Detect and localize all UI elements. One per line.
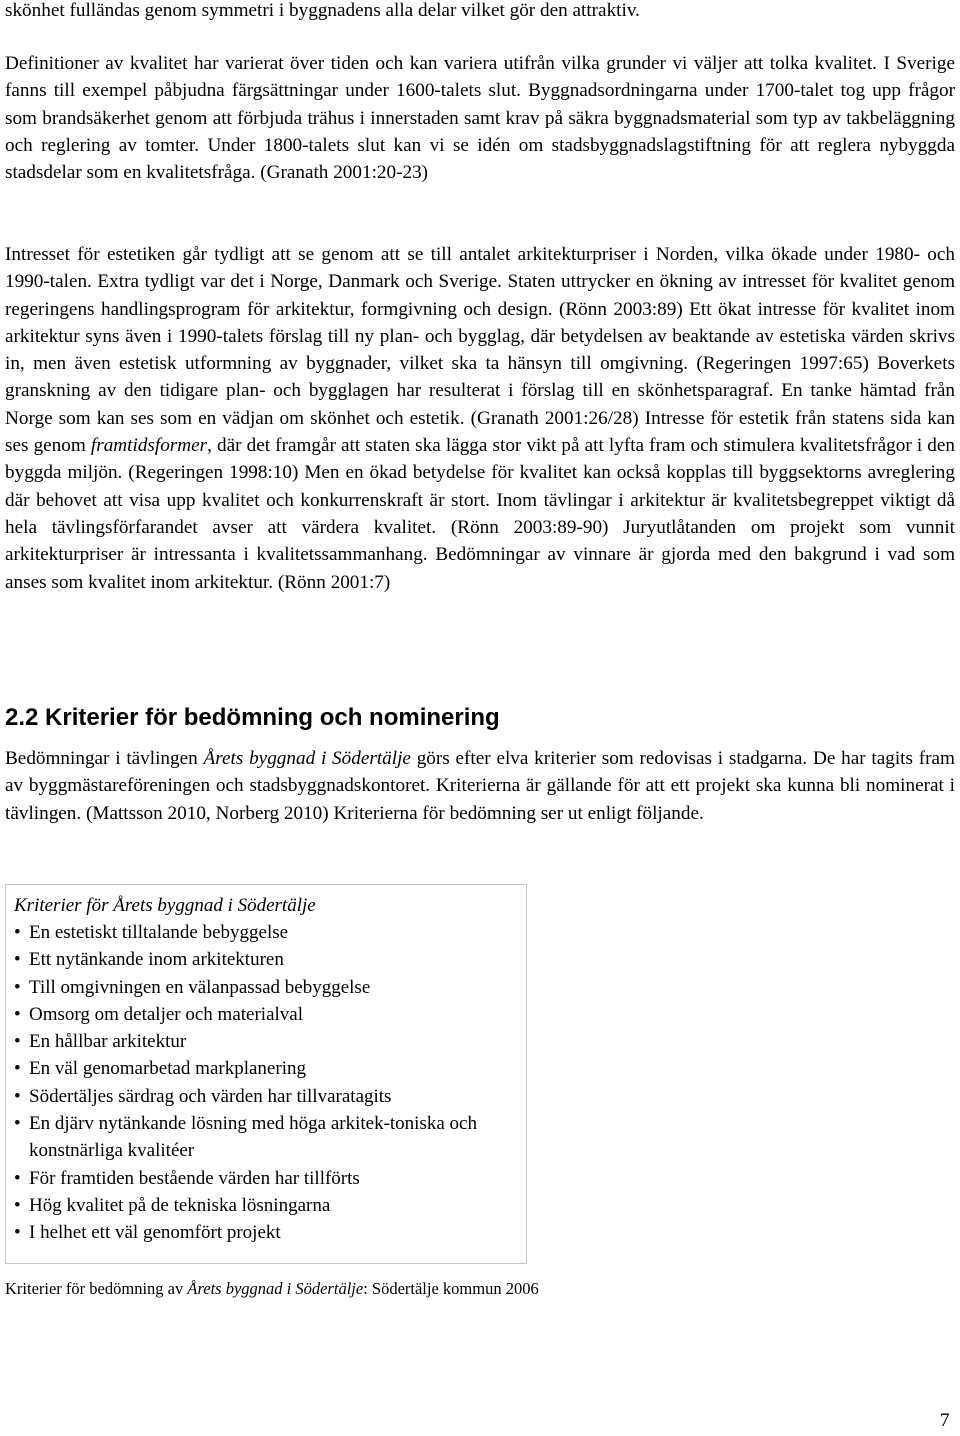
list-item <box>14 946 518 973</box>
italic-term: Årets byggnad i Södertälje <box>203 748 411 769</box>
list-item <box>14 1055 518 1082</box>
list-item <box>14 1219 518 1246</box>
criteria-list <box>14 919 518 1247</box>
bullet-icon: • <box>14 1113 21 1135</box>
list-item <box>14 1028 518 1055</box>
italic-term: framtidsformer <box>90 435 208 457</box>
paragraph-text: Intresset för estetiken går tydligt att se genom att se till antalet arkitekturpriser i Norden, vilka ökade under 1980- och 1990-talen. Extra tydligt var det i Norge, Danmark och Sverige. Staten uttrycker en ökning av intresset för kvalitet genom regeringens handlingsprogram för arkitektur, formgivning och design. (Rönn 2003:89) Ett ökat intresse för kvalitet inom arkitektur syns även i 1990-talets förslag till ny plan- och bygglag, där betydelsen av beaktande av estetiska värden skrivs in, men även estetisk utformning av byggnader, vilket ska ta hänsyn till omgivning. (Regeringen 1997:65) Boverkets granskning av den tidigare plan- och bygglagen har resulterat i förslag till en skönhetsparagraf. En tanke hämtad från Norge som kan ses som en vädjan om skönhet och estetik. (Granath 2001:26/28) Intresse för estetik från statens sida kan ses genom <box>5 244 955 457</box>
bullet-icon: • <box>14 1085 21 1107</box>
paragraph-quality-history: Definitioner av kvalitet har varierat över tiden och kan variera utifrån vilka grunder vi väljer att tolka kvalitet. I Sverige fanns till exempel påbjudna färgsättningar under 1600-talets slut. Byggnadsordningarna under 1700-talet tog upp frågor som brandsäkerhet genom att förbjuda trähus i innerstaden samt krav på säkra byggnadsmaterial som typ av takbeläggning och reglering av tomter. Under 1800-talets slut kan vi se idén om stadsbyggnadslagstiftning för att reglera nybyggda stadsdelar som en kvalitetsfråga. (Granath 2001:20-23) <box>5 53 955 184</box>
bullet-icon: • <box>14 976 21 998</box>
list-item-text: Omsorg om detaljer och materialval <box>29 1003 304 1025</box>
criteria-box <box>5 884 527 1264</box>
list-item-text: Södertäljes särdrag och värden har tillvaratagits <box>29 1085 392 1107</box>
list-item <box>14 974 518 1001</box>
caption-text: Kriterier för bedömning av <box>5 1279 188 1298</box>
list-item-text: Ett nytänkande inom arkitekturen <box>29 949 284 971</box>
page-number: 7 <box>940 1410 950 1431</box>
bullet-icon: • <box>14 1222 21 1244</box>
list-item-text: En estetiskt tilltalande bebyggelse <box>29 922 289 943</box>
list-item <box>14 1192 518 1219</box>
paragraph-text: görs efter elva kriterier som redovisas i stadgarna. De har tagits fram av byggmästareföreningen och stadsbyggnadskontoret. Kriterierna är gällande för att ett projekt ska kunna bli nominerat i tävlingen. (Mattsson 2010, Norberg 2010) Kriterierna för bedömning ser ut enligt följande. <box>5 748 955 824</box>
paragraph-aesthetics-interest <box>5 241 955 596</box>
paragraph-text: Bedömningar i tävlingen <box>5 748 204 769</box>
list-item-text: För framtiden bestående värden har tillförts <box>29 1167 360 1189</box>
paragraph-text: , där det framgår att staten ska lägga stor vikt på att lyfta fram och stimulera kvalitetsfrågor i den byggda miljön. (Regeringen 1998:10) Men en ökad betydelse för kvalitet kan också kopplas till byggsektorns avreglering där behovet att visa upp kvalitet och konkurrenskraft är stort. Inom tävlingar i arkitektur är kvalitetsbegreppet viktigt då hela tävlingsförfarandet avser att värdera kvalitet. (Rönn 2003:89-90) Juryutlåtanden om projekt som vunnit arkitekturpriser är intressanta i kvalitetssammanhang. Bedömningar av vinnare är gjorda med den bakgrund i vad som anses som kvalitet inom arkitektur. (Rönn 2001:7) <box>5 435 955 593</box>
figure-caption <box>5 1277 539 1301</box>
list-item-text: En väl genomarbetad markplanering <box>29 1058 306 1080</box>
section-heading: 2.2 Kriterier för bedömning och nominering <box>5 704 500 731</box>
list-item <box>14 1001 518 1028</box>
list-item <box>14 919 518 946</box>
bullet-icon: • <box>14 949 21 971</box>
list-item <box>14 1110 504 1165</box>
list-item <box>14 1083 518 1110</box>
bullet-icon: • <box>14 1031 21 1053</box>
caption-text: : Södertälje kommun 2006 <box>363 1279 539 1298</box>
paragraph-criteria-intro <box>5 745 955 827</box>
list-item-text: Hög kvalitet på de tekniska lösningarna <box>29 1194 331 1216</box>
criteria-box-title: Kriterier för Årets byggnad i Södertälje <box>14 895 316 916</box>
bullet-icon: • <box>14 1167 21 1189</box>
list-item-text: En hållbar arkitektur <box>29 1031 187 1053</box>
bullet-icon: • <box>14 1194 21 1216</box>
bullet-icon: • <box>14 922 21 943</box>
list-item-text: En djärv nytänkande lösning med höga arkitek-toniska och konstnärliga kvalitéer <box>29 1113 477 1162</box>
list-item <box>14 1165 518 1192</box>
continued-line: skönhet fulländas genom symmetri i byggnadens alla delar vilket gör den attraktiv. <box>5 0 640 21</box>
list-item-text: Till omgivningen en välanpassad bebyggelse <box>29 976 371 998</box>
italic-term: Årets byggnad i Södertälje <box>187 1279 364 1298</box>
list-item-text: I helhet ett väl genomfört projekt <box>29 1222 281 1244</box>
bullet-icon: • <box>14 1058 21 1080</box>
bullet-icon: • <box>14 1003 21 1025</box>
